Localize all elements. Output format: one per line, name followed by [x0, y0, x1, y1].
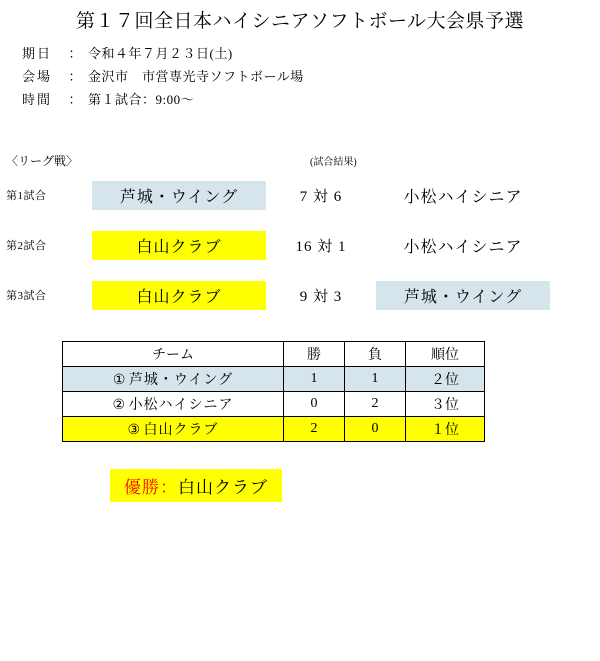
- standings-lose: 0: [345, 417, 406, 442]
- info-label-date: 期日: [22, 46, 53, 61]
- info-value-date: 令和４年７月２３日(土): [88, 46, 233, 61]
- champion-banner: [110, 469, 282, 502]
- match-number: 第1試合: [6, 190, 47, 202]
- champion-label: 優勝：: [124, 478, 178, 497]
- match-home-team: 白山クラブ: [92, 281, 266, 310]
- standings-header-rank: 順位: [406, 342, 485, 367]
- table-row: [6, 220, 600, 270]
- info-label-time: 時間: [22, 92, 53, 107]
- result-section-label: (試合結果): [310, 157, 357, 168]
- standings-table: [62, 341, 485, 442]
- match-score: [266, 235, 376, 256]
- standings-team-name: 小松ハイシニア: [128, 398, 234, 413]
- match-score-home: 16: [295, 238, 313, 255]
- match-score-away: 6: [333, 188, 343, 205]
- standings-team-cell: [63, 367, 284, 392]
- standings-lose: 2: [345, 392, 406, 417]
- info-row-venue: [22, 65, 304, 88]
- standings-header-row: [63, 342, 485, 367]
- info-colon-venue: ：: [68, 69, 82, 84]
- info-row-time: [22, 88, 304, 111]
- standings-win: 1: [284, 367, 345, 392]
- match-number: 第2試合: [6, 240, 47, 252]
- standings-mark: ①: [112, 373, 127, 388]
- table-row: [6, 170, 600, 220]
- match-score-away: 1: [338, 238, 347, 255]
- standings-rank: １位: [406, 417, 485, 442]
- match-score-home: 9: [299, 288, 309, 305]
- standings-team-name: 芦城・ウイング: [128, 373, 234, 388]
- table-row: [63, 417, 485, 442]
- standings-rank: ２位: [406, 367, 485, 392]
- match-vs: 対: [317, 238, 334, 255]
- standings-win: 0: [284, 392, 345, 417]
- table-row: [6, 270, 600, 320]
- info-colon-time: ：: [68, 92, 82, 107]
- match-list: [6, 170, 600, 320]
- standings-win: 2: [284, 417, 345, 442]
- info-row-date: [22, 42, 304, 65]
- info-value-time: 第１試合：9:00～: [88, 92, 195, 107]
- table-row: [63, 367, 485, 392]
- match-away-team: 小松ハイシニア: [403, 188, 523, 206]
- event-info: [22, 42, 304, 111]
- match-score-home: 7: [299, 188, 309, 205]
- match-score: [266, 285, 376, 306]
- match-number: 第3試合: [6, 290, 47, 302]
- match-score: [266, 185, 376, 206]
- standings-team-cell: [63, 392, 284, 417]
- info-colon-date: ：: [68, 46, 82, 61]
- info-value-venue: 金沢市 市営専光寺ソフトボール場: [88, 69, 304, 84]
- match-vs: 対: [312, 288, 329, 305]
- page-title: 第１７回全日本ハイシニアソフトボール大会県予選: [75, 11, 525, 32]
- table-row: [63, 392, 485, 417]
- standings-header-lose: 負: [345, 342, 406, 367]
- match-score-away: 3: [333, 288, 343, 305]
- standings-header-team: チーム: [63, 342, 284, 367]
- match-vs: 対: [312, 188, 329, 205]
- standings-mark: ③: [127, 423, 142, 438]
- league-section-label: 〈リーグ戦〉: [6, 154, 79, 168]
- standings-lose: 1: [345, 367, 406, 392]
- champion-team: 白山クラブ: [178, 478, 268, 497]
- match-home-team: 芦城・ウイング: [92, 181, 266, 210]
- standings-team-name: 白山クラブ: [143, 423, 219, 438]
- match-home-team: 白山クラブ: [92, 231, 266, 260]
- match-away-team: 小松ハイシニア: [403, 238, 523, 256]
- standings-team-cell: [63, 417, 284, 442]
- standings-rank: ３位: [406, 392, 485, 417]
- standings-mark: ②: [112, 398, 127, 413]
- standings-header-win: 勝: [284, 342, 345, 367]
- match-away-team: 芦城・ウイング: [376, 281, 550, 310]
- info-label-venue: 会場: [22, 69, 53, 84]
